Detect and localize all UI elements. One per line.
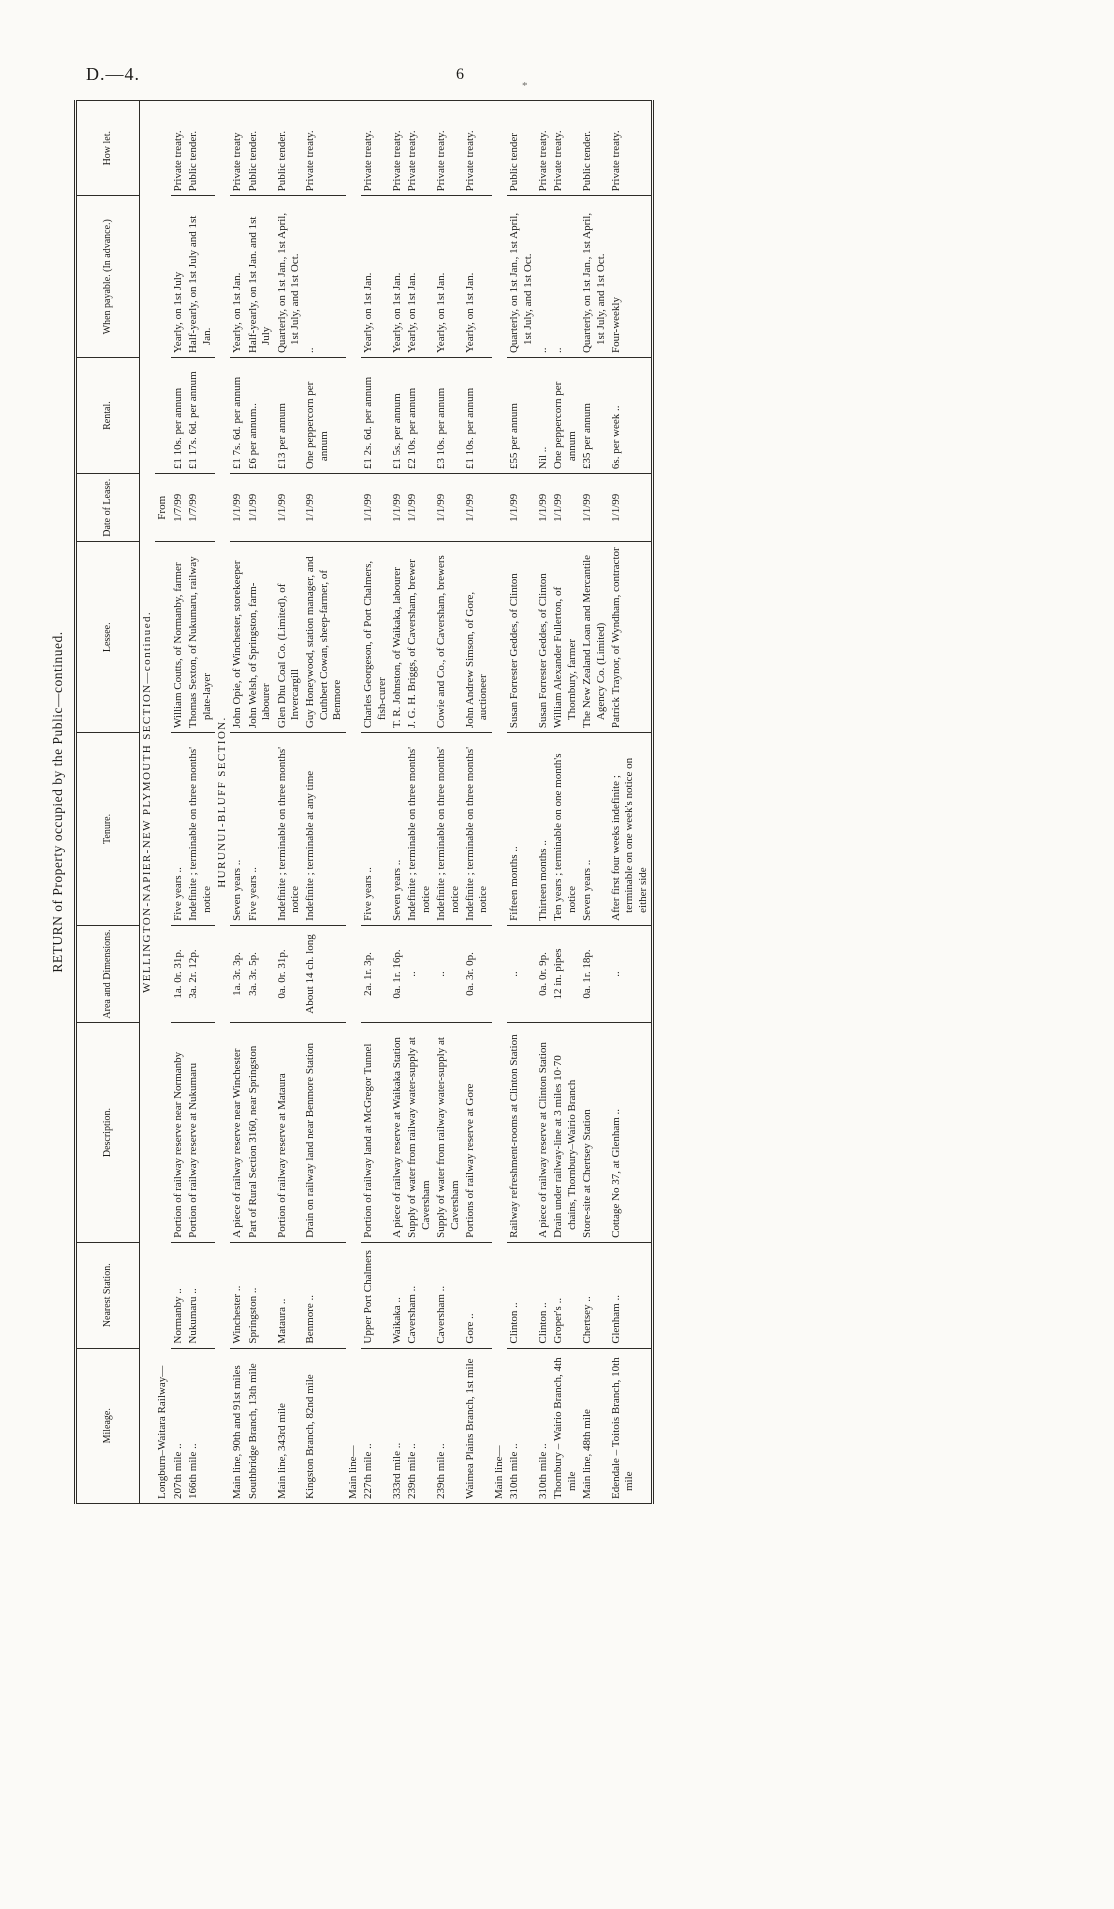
cell-howlet: Private treaty. — [463, 101, 492, 196]
cell-tenure: Five years .. — [246, 733, 275, 926]
cell-description: Portion of railway reserve at Nukumaru — [186, 1023, 215, 1243]
cell-station: Caversham .. — [405, 1242, 434, 1348]
cell-date: 1/1/99 — [536, 474, 551, 542]
cell-area: .. — [507, 925, 536, 1022]
cell-area: 0a. 1r. 16p. — [390, 925, 405, 1022]
cell-payable: Yearly, on 1st Jan. — [405, 196, 434, 358]
cell-payable: .. — [536, 196, 551, 358]
cell-howlet: Private treaty. — [434, 101, 463, 196]
cell-description: A piece of railway reserve near Winchester — [230, 1023, 245, 1243]
cell-payable: Quarterly, on 1st Jan., 1st April, 1st July, and 1st Oct. — [580, 196, 609, 358]
cell-area: .. — [609, 925, 653, 1022]
cell-lessee: T. R. Johnston, of Waikaka, labourer — [390, 542, 405, 733]
cell-date: 1/1/99 — [463, 474, 492, 542]
cell-station: Mataura .. — [275, 1242, 304, 1348]
cell-tenure: After first four weeks indefinite ; terminable on one week's notice on either side — [609, 733, 653, 926]
cell-howlet: Public tender. — [246, 101, 275, 196]
group-row — [346, 101, 361, 1504]
cell-mileage: Kingston Branch, 82nd mile — [303, 1348, 345, 1503]
cell-description: A piece of railway reserve at Waikaka Station — [390, 1023, 405, 1243]
cell-howlet: Private treaty. — [405, 101, 434, 196]
cell-tenure: Indefinite ; terminable on three months' notice — [186, 733, 215, 926]
cell-description: Store-site at Chertsey Station — [580, 1023, 609, 1243]
cell-area: 3a. 2r. 12p. — [186, 925, 215, 1022]
document-reference: D.—4. — [86, 64, 140, 84]
cell-mileage: Main line, 343rd mile — [275, 1348, 304, 1503]
cell-lessee: John Opie, of Winchester, storekeeper — [230, 542, 245, 733]
cell-howlet: Public tender — [507, 101, 536, 196]
cell-description: Drain under railway-line at 3 miles 10·70 chains, Thornbury–Wairio Branch — [551, 1023, 580, 1243]
cell-area: 1a. 3r. 3p. — [230, 925, 245, 1022]
cell-date: 1/1/99 — [434, 474, 463, 542]
cell-station: Upper Port Chalmers — [361, 1242, 390, 1348]
table-row — [230, 101, 245, 1504]
cell-payable: Half-yearly, on 1st July and 1st Jan. — [186, 196, 215, 358]
table-row — [246, 101, 275, 1504]
col-header-description: Description. — [76, 1023, 140, 1243]
cell-payable: .. — [303, 196, 345, 358]
cell-date: 1/1/99 — [275, 474, 304, 542]
cell-date: 1/7/99 — [171, 474, 186, 542]
cell-howlet: Private treaty. — [361, 101, 390, 196]
cell-payable: Yearly, on 1st Jan. — [361, 196, 390, 358]
cell-date: 1/1/99 — [551, 474, 580, 542]
cell-tenure: Indefinite ; terminable on three months' notice — [463, 733, 492, 926]
group-spacer — [155, 101, 170, 474]
cell-mileage: 239th mile .. — [405, 1348, 434, 1503]
cell-station: Winchester .. — [230, 1242, 245, 1348]
cell-mileage: Main line, 90th and 91st miles — [230, 1348, 245, 1503]
table-header — [76, 101, 140, 1504]
table-row — [551, 101, 580, 1504]
cell-date — [346, 474, 361, 542]
group-spacer — [492, 101, 507, 474]
cell-mileage: 310th mile .. — [536, 1348, 551, 1503]
group-label: Main line— — [492, 542, 507, 1504]
cell-howlet: Private treaty. — [303, 101, 345, 196]
cell-area: 0a. 3r. 0p. — [463, 925, 492, 1022]
cell-rental: £1 5s. per annum — [390, 358, 405, 474]
cell-mileage: Main line, 48th mile — [580, 1348, 609, 1503]
cell-mileage: Waimea Plains Branch, 1st mile — [463, 1348, 492, 1503]
cell-area: About 14 ch. long — [303, 925, 345, 1022]
cell-description: A piece of railway reserve at Clinton Station — [536, 1023, 551, 1243]
table-row — [275, 101, 304, 1504]
group-spacer — [346, 101, 361, 474]
table-title: RETURN of Property occupied by the Public—continued. — [50, 631, 65, 973]
cell-rental: One peppercorn per annum — [551, 358, 580, 474]
table-row — [405, 101, 434, 1504]
table-row — [609, 101, 653, 1504]
col-header-tenure: Tenure. — [76, 733, 140, 926]
cell-rental: £13 per annum — [275, 358, 304, 474]
cell-howlet: Private treaty. — [171, 101, 186, 196]
table-row — [536, 101, 551, 1504]
group-label: Main line— — [346, 542, 361, 1504]
cell-rental: £55 per annum — [507, 358, 536, 474]
col-header-rental: Rental. — [76, 358, 140, 474]
cell-date: 1/1/99 — [609, 474, 653, 542]
cell-station: Caversham .. — [434, 1242, 463, 1348]
cell-rental: £3 10s. per annum — [434, 358, 463, 474]
cell-rental: £1 10s. per annum — [463, 358, 492, 474]
cell-payable: Yearly, on 1st Jan. — [390, 196, 405, 358]
col-header-area: Area and Dimensions. — [76, 925, 140, 1022]
cell-lessee: The New Zealand Loan and Mercantile Agency Co. (Limited) — [580, 542, 609, 733]
cell-date: 1/1/99 — [390, 474, 405, 542]
cell-station: Gore .. — [463, 1242, 492, 1348]
cell-station: Clinton .. — [536, 1242, 551, 1348]
cell-area: 1a. 0r. 31p. — [171, 925, 186, 1022]
cell-area: .. — [405, 925, 434, 1022]
cell-description: Drain on railway land near Benmore Station — [303, 1023, 345, 1243]
cell-tenure: Seven years .. — [230, 733, 245, 926]
cell-description: Cottage No 37, at Glenham .. — [609, 1023, 653, 1243]
cell-payable: Four-weekly — [609, 196, 653, 358]
table-row — [434, 101, 463, 1504]
printers-mark: * — [522, 80, 528, 92]
section-heading: WELLINGTON-NAPIER-NEW PLYMOUTH SECTION—continued. — [140, 101, 156, 1504]
cell-mileage: 166th mile .. — [186, 1348, 215, 1503]
rotated-table-area — [48, 78, 1060, 1526]
cell-area: 12 in. pipes — [551, 925, 580, 1022]
cell-howlet: Private treaty. — [536, 101, 551, 196]
landscape-sheet — [48, 78, 1060, 1526]
table-body — [140, 101, 653, 1504]
table-row — [186, 101, 215, 1504]
cell-area: 0a. 1r. 18p. — [580, 925, 609, 1022]
cell-tenure: Five years .. — [171, 733, 186, 926]
table-row — [463, 101, 492, 1504]
cell-date — [492, 474, 507, 542]
cell-date: 1/1/99 — [405, 474, 434, 542]
cell-rental: Nil .. — [536, 358, 551, 474]
cell-lessee: Cowie and Co., of Caversham, brewers — [434, 542, 463, 733]
cell-payable: Yearly, on 1st Jan. — [434, 196, 463, 358]
cell-date: 1/1/99 — [303, 474, 345, 542]
cell-description: Portion of railway reserve near Normanby — [171, 1023, 186, 1243]
cell-rental: £1 7s. 6d. per annum — [230, 358, 245, 474]
col-header-how-let: How let. — [76, 101, 140, 196]
cell-payable: .. — [551, 196, 580, 358]
cell-description: Portion of railway reserve at Mataura — [275, 1023, 304, 1243]
cell-station: Nukumaru .. — [186, 1242, 215, 1348]
cell-tenure: Fifteen months .. — [507, 733, 536, 926]
table-row — [507, 101, 536, 1504]
col-header-date-of-lease: Date of Lease. — [76, 474, 140, 542]
cell-rental: £1 17s. 6d. per annum — [186, 358, 215, 474]
cell-payable: Quarterly, on 1st Jan., 1st April, 1st July, and 1st Oct. — [507, 196, 536, 358]
cell-lessee: Patrick Traynor, of Wyndham, contractor — [609, 542, 653, 733]
cell-area: 3a. 3r. 5p. — [246, 925, 275, 1022]
cell-lessee: Guy Honeywood, station manager, and Cuthbert Cowan, sheep-farmer, of Benmore — [303, 542, 345, 733]
table-row — [390, 101, 405, 1504]
cell-station: Groper's .. — [551, 1242, 580, 1348]
cell-station: Normanby .. — [171, 1242, 186, 1348]
cell-area: 0a. 0r. 9p. — [536, 925, 551, 1022]
cell-rental: One peppercorn per annum — [303, 358, 345, 474]
cell-howlet: Private treaty. — [390, 101, 405, 196]
cell-rental: £2 10s. per annum — [405, 358, 434, 474]
group-label: Longburn–Waitara Railway— — [155, 542, 170, 1504]
cell-rental: £1 10s. per annum — [171, 358, 186, 474]
cell-description: Part of Rural Section 3160, near Springston — [246, 1023, 275, 1243]
cell-station: Glenham .. — [609, 1242, 653, 1348]
cell-mileage: 310th mile .. — [507, 1348, 536, 1503]
header-row — [76, 101, 140, 1504]
cell-date: 1/1/99 — [230, 474, 245, 542]
cell-mileage: 333rd mile .. — [390, 1348, 405, 1503]
table-row — [361, 101, 390, 1504]
cell-date: From — [155, 474, 170, 542]
cell-tenure: Seven years .. — [390, 733, 405, 926]
col-header-mileage: Mileage. — [76, 1348, 140, 1503]
cell-tenure: Ten years ; terminable on one month's notice — [551, 733, 580, 926]
col-header-nearest-station: Nearest Station. — [76, 1242, 140, 1348]
cell-station: Benmore .. — [303, 1242, 345, 1348]
cell-lessee: Thomas Sexton, of Nukumaru, railway plate-layer — [186, 542, 215, 733]
group-row — [492, 101, 507, 1504]
cell-date: 1/7/99 — [186, 474, 215, 542]
table-row — [303, 101, 345, 1504]
cell-payable: Half-yearly, on 1st Jan. and 1st July — [246, 196, 275, 358]
cell-mileage: 239th mile .. — [434, 1348, 463, 1503]
cell-mileage: Southbridge Branch, 13th mile — [246, 1348, 275, 1503]
cell-lessee: Susan Forrester Geddes, of Clinton — [507, 542, 536, 733]
table-row — [580, 101, 609, 1504]
cell-payable: Yearly, on 1st July — [171, 196, 186, 358]
cell-station: Springston .. — [246, 1242, 275, 1348]
cell-station: Chertsey .. — [580, 1242, 609, 1348]
cell-station: Clinton .. — [507, 1242, 536, 1348]
col-header-lessee: Lessee. — [76, 542, 140, 733]
cell-rental: £35 per annum — [580, 358, 609, 474]
cell-rental: £6 per annum.. — [246, 358, 275, 474]
cell-howlet: Private treaty — [230, 101, 245, 196]
cell-mileage: 207th mile .. — [171, 1348, 186, 1503]
cell-mileage: Thornbury – Wairio Branch, 4th mile — [551, 1348, 580, 1503]
cell-tenure: Thirteen months .. — [536, 733, 551, 926]
cell-tenure: Indefinite ; terminable at any time — [303, 733, 345, 926]
cell-description: Portion of railway land at McGregor Tunnel — [361, 1023, 390, 1243]
cell-area: 0a. 0r. 31p. — [275, 925, 304, 1022]
group-row — [155, 101, 170, 1504]
page-number: 6 — [456, 66, 464, 83]
cell-description: Railway refreshment-rooms at Clinton Station — [507, 1023, 536, 1243]
section-row — [215, 101, 230, 1504]
cell-station: Waikaka .. — [390, 1242, 405, 1348]
cell-tenure: Indefinite ; terminable on three months' notice — [405, 733, 434, 926]
cell-howlet: Public tender. — [580, 101, 609, 196]
cell-date: 1/1/99 — [580, 474, 609, 542]
table-row — [171, 101, 186, 1504]
cell-description: Supply of water from railway water-supply at Caversham — [405, 1023, 434, 1243]
cell-lessee: John Welsh, of Springston, farm-labourer — [246, 542, 275, 733]
cell-howlet: Private treaty. — [609, 101, 653, 196]
cell-howlet: Private treaty. — [551, 101, 580, 196]
cell-mileage: Edendale – Toitois Branch, 10th mile — [609, 1348, 653, 1503]
cell-payable: Yearly, on 1st Jan. — [463, 196, 492, 358]
cell-lessee: J. G. H. Briggs, of Caversham, brewer — [405, 542, 434, 733]
cell-description: Portions of railway reserve at Gore — [463, 1023, 492, 1243]
cell-howlet: Public tender. — [275, 101, 304, 196]
cell-area: .. — [434, 925, 463, 1022]
cell-payable: Yearly, on 1st Jan. — [230, 196, 245, 358]
cell-date: 1/1/99 — [246, 474, 275, 542]
property-return-table — [74, 100, 654, 1504]
cell-date: 1/1/99 — [361, 474, 390, 542]
cell-lessee: Glen Dhu Coal Co. (Limited), of Invercargill — [275, 542, 304, 733]
cell-area: 2a. 1r. 3p. — [361, 925, 390, 1022]
cell-tenure: Indefinite ; terminable on three months' notice — [434, 733, 463, 926]
cell-lessee: John Andrew Simson, of Gore, auctioneer — [463, 542, 492, 733]
cell-rental: £1 2s. 6d. per annum — [361, 358, 390, 474]
cell-lessee: William Alexander Fullerton, of Thornbury, farmer — [551, 542, 580, 733]
cell-mileage: 227th mile .. — [361, 1348, 390, 1503]
section-heading: HURUNUI-BLUFF SECTION. — [215, 101, 230, 1504]
col-header-when-payable: When payable. (In advance.) — [76, 196, 140, 358]
section-row — [140, 101, 156, 1504]
cell-lessee: William Coutts, of Normanby, farmer — [171, 542, 186, 733]
cell-description: Supply of water from railway water-supply at Caversham — [434, 1023, 463, 1243]
cell-payable: Quarterly, on 1st Jan., 1st April, 1st July, and 1st Oct. — [275, 196, 304, 358]
cell-tenure: Five years .. — [361, 733, 390, 926]
cell-howlet: Public tender. — [186, 101, 215, 196]
cell-lessee: Susan Forrester Geddes, of Clinton — [536, 542, 551, 733]
cell-rental: 6s. per week .. — [609, 358, 653, 474]
cell-tenure: Indefinite ; terminable on three months' notice — [275, 733, 304, 926]
cell-tenure: Seven years .. — [580, 733, 609, 926]
cell-date: 1/1/99 — [507, 474, 536, 542]
cell-lessee: Charles Georgeson, of Port Chalmers, fish-curer — [361, 542, 390, 733]
